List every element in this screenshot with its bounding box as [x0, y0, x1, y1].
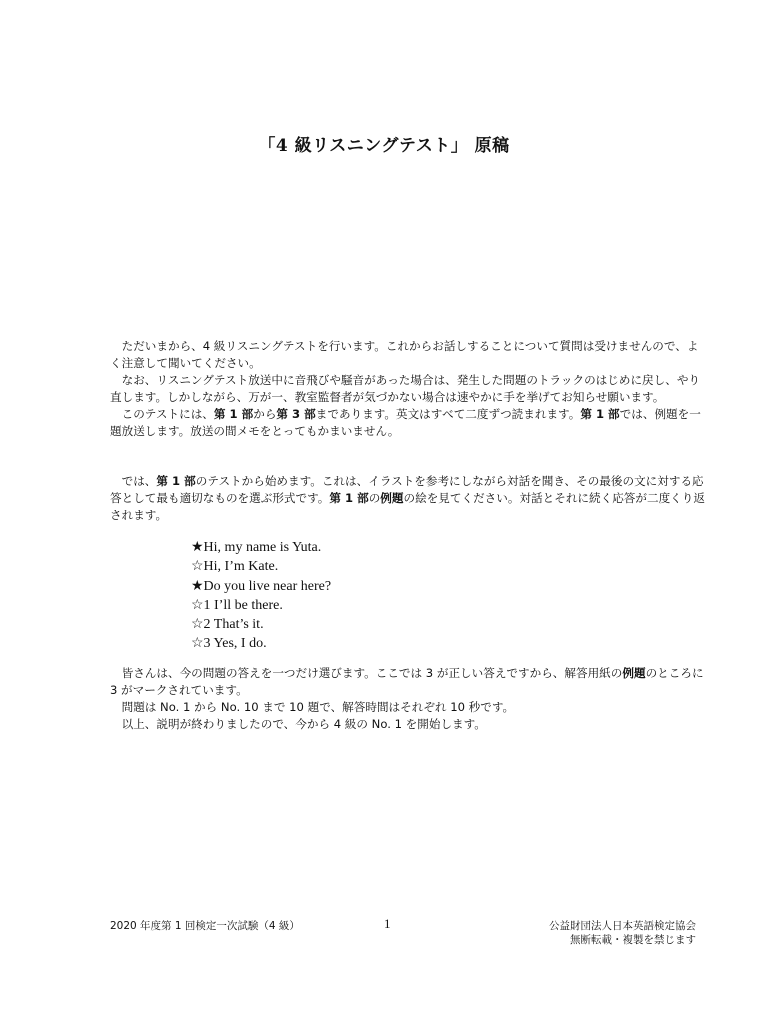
- bold-text: 第 1 部: [213, 407, 254, 421]
- answer-choice-2: ☆2 That’s it.: [191, 617, 264, 633]
- bold-text: 第 3 部: [276, 407, 316, 421]
- footer-copyright: [549, 919, 696, 947]
- page-title: 「4 級リスニングテスト」 原稿: [258, 136, 510, 156]
- text-run: このテストには、: [121, 407, 214, 421]
- closing-paragraph-2: 問題は No. 1 から No. 10 まで 10 題で、解答時間はそれぞれ 10 秒です。: [121, 700, 515, 714]
- text-run: の: [368, 491, 381, 505]
- dialogue-line: ★Do you live near here?: [191, 578, 332, 594]
- intro-paragraph-1: ただいまから、4 級リスニングテストを行います。これからお話しすることについて質問は受けませんので、よく注意して聞いてください。: [110, 339, 699, 370]
- answer-choice-1: ☆1 I’ll be there.: [191, 597, 283, 613]
- text-run: から: [253, 407, 277, 421]
- text-run: の絵を見てください。対話とそれに続く応答が二度くり返されます。: [110, 491, 705, 522]
- bold-text: 第 1 部: [580, 407, 620, 421]
- text-run: では、: [121, 474, 157, 488]
- intro-paragraph-3: [110, 406, 706, 440]
- text-run: では、例題を一題放送します。放送の間メモをとってもかまいません。: [110, 407, 701, 438]
- closing-section: [110, 665, 706, 733]
- part1-paragraph: [110, 473, 706, 524]
- closing-paragraph-1: [110, 665, 706, 699]
- bold-text: 第 1 部: [329, 491, 369, 505]
- text-run: のところに 3 がマークされています。: [110, 666, 704, 697]
- closing-paragraph-3: 以上、説明が終わりましたので、今から 4 級の No. 1 を開始します。: [121, 717, 486, 731]
- page-number: 1: [384, 916, 391, 931]
- intro-paragraph-2: なお、リスニングテスト放送中に音飛びや騒音があった場合は、発生した問題のトラックのはじめに戻し、やり直します。しかしながら、万が一、教室監督者が気づかない場合は速やかに手を挙げてお知らせ願います。: [110, 373, 701, 404]
- part1-instructions: [110, 473, 706, 524]
- footer-organization: 公益財団法人日本英語検定協会: [549, 920, 696, 932]
- bold-text: 例題: [622, 666, 646, 680]
- bold-text: 例題: [380, 491, 404, 505]
- footer-notice: 無断転載・複製を禁じます: [570, 934, 696, 946]
- footer-exam-name: 2020 年度第 1 回検定一次試験（4 級）: [110, 920, 300, 932]
- bold-text: 第 1 部: [156, 474, 196, 488]
- text-run: 皆さんは、今の問題の答えを一つだけ選びます。ここでは 3 が正しい答えですから、解答用紙の: [121, 666, 623, 680]
- dialogue-line: ★Hi, my name is Yuta.: [191, 540, 322, 555]
- text-run: まであります。英文はすべて二度ずつ読まれます。: [315, 407, 581, 421]
- intro-section: [110, 338, 706, 440]
- example-dialogue: [191, 538, 331, 654]
- text-run: のテストから始めます。これは、イラストを参考にしながら対話を聞き、その最後の文に対する応答として最も適切なものを選ぶ形式です。: [110, 474, 704, 505]
- answer-choice-3: ☆3 Yes, I do.: [191, 636, 267, 652]
- dialogue-line: ☆Hi, I’m Kate.: [191, 559, 279, 575]
